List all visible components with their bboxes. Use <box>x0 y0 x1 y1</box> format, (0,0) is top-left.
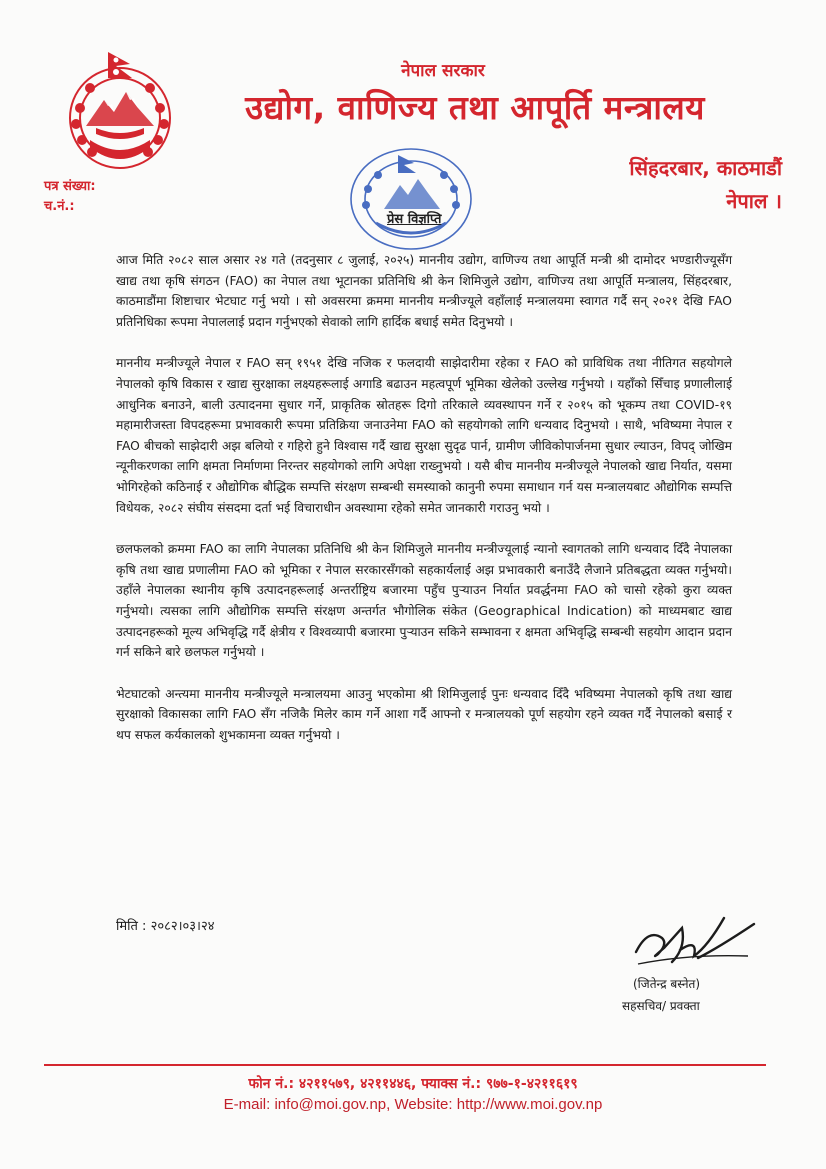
ministry-title: उद्योग, वाणिज्य तथा आपूर्ति मन्त्रालय <box>245 88 705 127</box>
footer-email-website: E-mail: info@moi.gov.np, Website: http://www.moi.gov.np <box>223 1096 603 1113</box>
subject-heading: प्रेस विज्ञप्ति <box>387 212 442 227</box>
paragraph: आज मिति २०८२ साल असार २४ गते (तदनुसार ८ जुलाई, २०२५) माननीय उद्योग, वाणिज्य तथा आपूर्ति मन्त्री श्री दामोदर भण्डारीज्यूसँग खाद्य तथा कृषि संगठन (FAO) का नेपाल तथा भूटानका प्रतिनिधि श्री केन शिमिजुले उद्योग, वाणिज्य तथा आपूर्ति मन्त्रालय, सिंहदरबार, काठमाडौंमा शिष्टाचार भेटघाट गर्नु भयो । सो अवसरमा क्रममा माननीय मन्त्रीज्यूले वहाँलाई मन्त्रालयमा स्वागत गर्दै सन् २०२१ देखि FAO प्रतिनिधिका रूपमा नेपाललाई प्रदान गर्नुभएको सेवाको लागि हार्दिक बधाई समेत दिनुभयो । <box>116 253 732 329</box>
date-line: मिति : २०८२।०३।२४ <box>116 919 215 934</box>
location-line-2: नेपाल । <box>726 189 782 213</box>
signatory-designation: सहसचिव/ प्रवक्ता <box>622 999 700 1013</box>
ministry-stamp-icon <box>348 145 474 253</box>
letter-number-label: पत्र संख्या: <box>44 179 96 194</box>
footer-phone-fax: फोन नं.: ४२११५७९, ४२११४४६, फ्याक्स नं.: ९७७-१-४२११६१९ <box>248 1076 578 1092</box>
signatory-name: (जितेन्द्र बस्नेत) <box>633 977 701 991</box>
letter-body <box>116 250 732 766</box>
footer-divider <box>44 1064 766 1066</box>
signature-icon <box>628 908 762 972</box>
government-heading: नेपाल सरकार <box>401 61 485 81</box>
paragraph: छलफलको क्रममा FAO का लागि नेपालका प्रतिनिधि श्री केन शिमिजुले माननीय मन्त्रीज्यूलाई न्यानो स्वागतको लागि धन्यवाद दिँदै नेपालका कृषि तथा खाद्य प्रणालीमा FAO को भूमिका र नेपाल सरकारसँगको सहकार्यलाई अझ प्रभावकारी बनाउँदै लैजाने प्रतिबद्धता व्यक्त गर्नुभयो। उहाँले नेपालका स्थानीय कृषि उत्पादनहरूलाई अन्तर्राष्ट्रिय बजारमा पहुँच पुर्‍याउन निर्यात प्रवर्द्धनमा FAO को चासो रहेको कुरा व्यक्त गर्नुभयो। त्यसका लागि औद्योगिक सम्पत्ति संरक्षण अन्तर्गत भौगोलिक संकेत (Geographical Indication) को माध्यमबाट खाद्य उत्पादनहरूको मूल्य अभिवृद्धि गर्दै क्षेत्रीय र विश्वव्यापी बजारमा पुर्‍याउन सकिने सम्भावना र क्षमता अभिवृद्धि सम्बन्धी सहयोग आदान प्रदान गर्न सकिने बारे छलफल गर्नुभयो । <box>116 542 732 660</box>
paragraph: भेटघाटको अन्त्यमा माननीय मन्त्रीज्यूले मन्त्रालयमा आउनु भएकोमा श्री शिमिजुलाई पुनः धन्यवाद दिँदै भविष्यमा नेपालको कृषि तथा खाद्य सुरक्षाको विकासका लागि FAO सँग नजिकै मिलेर काम गर्ने आशा गर्दै आफ्नो र मन्त्रालयको पूर्ण सहयोग रहने व्यक्त गर्दै नेपालको बसाई र थप सफल कर्यकालको शुभकामना व्यक्त गर्नुभयो । <box>116 686 732 742</box>
dispatch-number-label: च.नं.: <box>44 199 75 214</box>
paragraph: माननीय मन्त्रीज्यूले नेपाल र FAO सन् १९५१ देखि नजिक र फलदायी साझेदारीमा रहेका र FAO को प्राविधिक तथा नीतिगत सहयोगले नेपालको कृषि विकास र खाद्य सुरक्षाका लक्ष्यहरूलाई अगाडि बढाउन महत्वपूर्ण भूमिका खेलेको उल्लेख गर्नुभयो । यहाँको सिँचाइ प्रणालीलाई आधुनिक बनाउने, बाली उत्पादनमा सुधार गर्ने, प्राकृतिक स्रोतहरू दिगो तरिकाले व्यवस्थापन गर्ने र २०१५ को भूकम्प तथा COVID-१९ महामारीजस्ता विपदहरूमा प्रभावकारी रूपमा प्रतिक्रिया जनाउनेमा FAO को सहयोगको लागि धन्यवाद दिनुभयो । साथै, भविष्यमा नेपाल र FAO बीचको साझेदारी अझ बलियो र गहिरो हुने विश्वास गर्दै खाद्य सुरक्षा सुदृढ पार्न, ग्रामीण जीविकोपार्जनमा सुधार ल्याउन, विपद् जोखिम न्यूनीकरणका लागि क्षमता निर्माणमा निरन्तर सहयोगको लागि अपेक्षा राख्नुभयो । यसै बीच माननीय मन्त्रीज्यूले नेपालको खाद्य निर्यात, यसमा भोगिरहेको कठिनाई र औद्योगिक बौद्धिक सम्पत्ति संरक्षण सम्बन्धी समस्याको कानुनी रुपमा समाधान गर्न यस मन्त्रालयबाट औद्योगिक सम्पत्ति विधेयक, २०८२ संघीय संसदमा दर्ता भई विचाराधीन अवस्थामा रहेको समेत जानकारी गराउनु भयो । <box>116 356 732 515</box>
location-line-1: सिंहदरबार, काठमाडौं <box>629 156 782 180</box>
